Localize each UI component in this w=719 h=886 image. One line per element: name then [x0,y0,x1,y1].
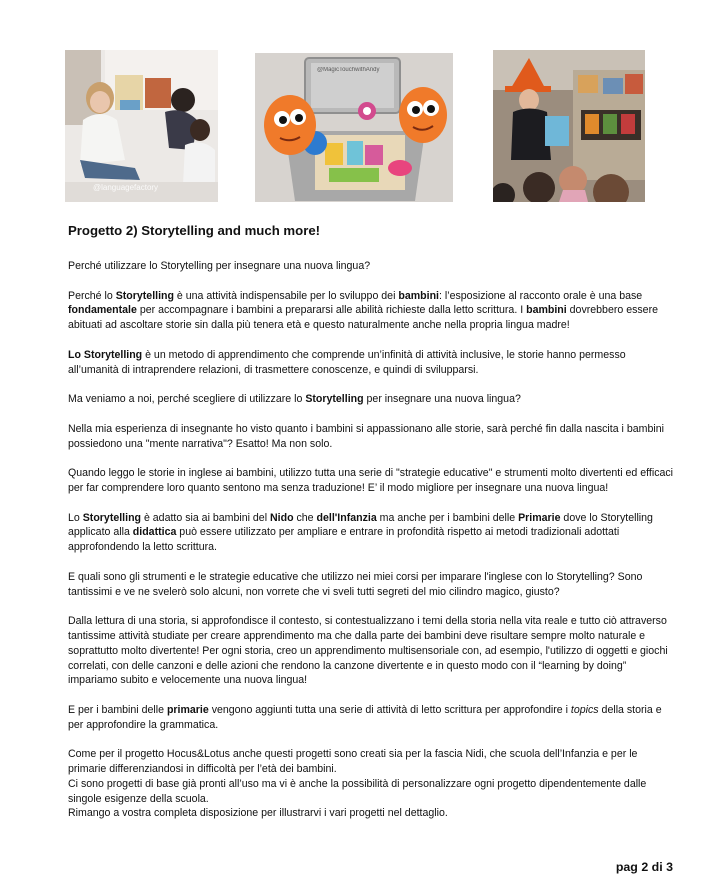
text-run: Quando leggo le storie in inglese ai bambini, utilizzo tutta una serie di "strategie educative" e strumenti molto divertenti ed efficaci per far comprendere loro quanto sentono ma senza traduzione! E’ il modo migliore per insegnare una nuova lingua! [68,467,674,494]
paragraph [68,348,678,378]
text-run: Rimango a vostra completa disposizione per illustrarvi i vari progetti nel dettaglio. [68,807,448,820]
bold-text: bambini [398,289,439,302]
text-run: Ma veniamo a noi, perché scegliere di utilizzare lo [68,393,306,406]
paragraph [68,392,678,407]
text-run: per insegnare una nuova lingua? [363,393,521,406]
bold-text: Nido [270,511,294,524]
paragraph [68,703,678,733]
text-run: Dalla lettura di una storia, si approfondisce il contesto, si contestualizzano i temi della storia nella vita reale e tutto ciò attraverso tantissime attività studiate per creare apprendimento ma che dalla parte dei bambini deve risultare sempre molto naturale e soprattutto molto divertente! Per ogni storia, creo un apprendimento multisensoriale con, ad esempio, l'utilizzo di oggetti e giochi correlati, con delle canzoni e delle azioni che rendono la canzone divertente e in questo modo con il “learning by doing” impariamo subito e velocemente una nuova lingua! [68,615,668,687]
photo-witch-storyteller [493,50,645,202]
paragraph [68,422,678,452]
text-run: Ci sono progetti di base già pronti all’uso ma vi è anche la possibilità di personalizzare ogni progetto dipendentemente dalle singole esigenze della scuola. [68,777,647,805]
bold-text: Lo Storytelling [68,348,143,361]
paragraph [68,777,678,807]
paragraph [68,289,678,333]
bold-text: bambini [526,304,567,317]
italic-text: topics [570,703,599,716]
paragraph [68,747,678,777]
bold-text: didattica [132,526,177,539]
photo-teacher-reading-image [65,50,218,202]
photo-witch-storyteller-image [493,50,645,202]
text-run: Perché utilizzare lo Storytelling per insegnare una nuova lingua? [68,260,371,272]
text-run: Perché lo [68,289,116,302]
photo-puppet-box-image [255,53,453,202]
bold-text: Primarie [518,511,561,524]
page-number: pag 2 di 3 [615,860,673,874]
box-sticker-text: @MagicTouchwithAndy [317,67,380,73]
bold-text: dell'Infanzia [316,511,377,524]
text-run: è adatto sia ai bambini del [141,511,270,524]
text-run: Nella mia esperienza di insegnante ho visto quanto i bambini si appassionano alle storie, sarà perché fin dalla nascita i bambini possiedono una "mente narrativa"? Esatto! Ma non solo. [68,422,664,450]
photo-puppet-box [255,53,453,202]
text-run: E per i bambini delle [68,703,167,716]
bold-text: fondamentale [68,304,137,317]
text-run: : l’esposizione al racconto orale è una base [439,289,643,302]
photo-watermark: @languagefactory [93,183,159,192]
paragraph [68,511,678,555]
text-run: può essere utilizzato per ampliare e entrare in profondità rispetto ai metodi tradizionali adottati approfondendo la letto scrittura. [68,526,620,554]
text-run: Come per il progetto Hocus&Lotus anche questi progetti sono creati sia per la fascia Nidi, che scuola dell’Infanzia e per le primarie differenziandosi in difficoltà per l’età dei bambini. [68,748,638,776]
text-run: ma anche per i bambini delle [376,511,519,524]
paragraph [68,806,678,821]
photo-teacher-reading [65,50,218,202]
text-run: è un metodo di apprendimento che comprende un’infinità di attività inclusive, le storie hanno permesso all’umanità di intraprendere relazioni, di trasmettere conoscenze, e quindi di svilupparsi. [68,348,626,376]
document-body [68,259,678,821]
text-run: vengono aggiunti tutta una serie di attività di letto scrittura per approfondire i [208,703,571,716]
text-run: che [293,511,317,524]
bold-text: Storytelling [82,511,142,524]
text-run: E quali sono gli strumenti e le strategie educative che utilizzo nei miei corsi per imparare l'inglese con lo Storytelling? Sono tantissimi e ve ne svelerò solo alcuni, non vorrete che vi sveli tutti segreti del mio cilindro magico, giusto? [68,570,643,598]
text-run: per accompagnare i bambini a prepararsi alle abilità richieste dalla letto scrittura. I [136,304,527,317]
bold-text: primarie [166,703,209,716]
text-run: della storia e per approfondire la grammatica. [68,703,662,731]
paragraph [68,570,678,600]
bold-text: Storytelling [305,393,364,406]
paragraph [68,466,678,496]
bold-text: Storytelling [115,289,174,302]
text-run: Lo [68,511,83,524]
paragraph [68,614,678,688]
text-run: è una attività indispensabile per lo sviluppo dei [173,289,399,302]
text-run: dove lo Storytelling applicato alla [68,511,653,539]
text-run: dovrebbero essere abituati ad ascoltare storie sin dalla più tenera età e questo naturalmente anche nella propria lingua madre! [68,304,658,332]
section-title: Progetto 2) Storytelling and much more! [68,223,321,238]
paragraph [68,259,678,274]
